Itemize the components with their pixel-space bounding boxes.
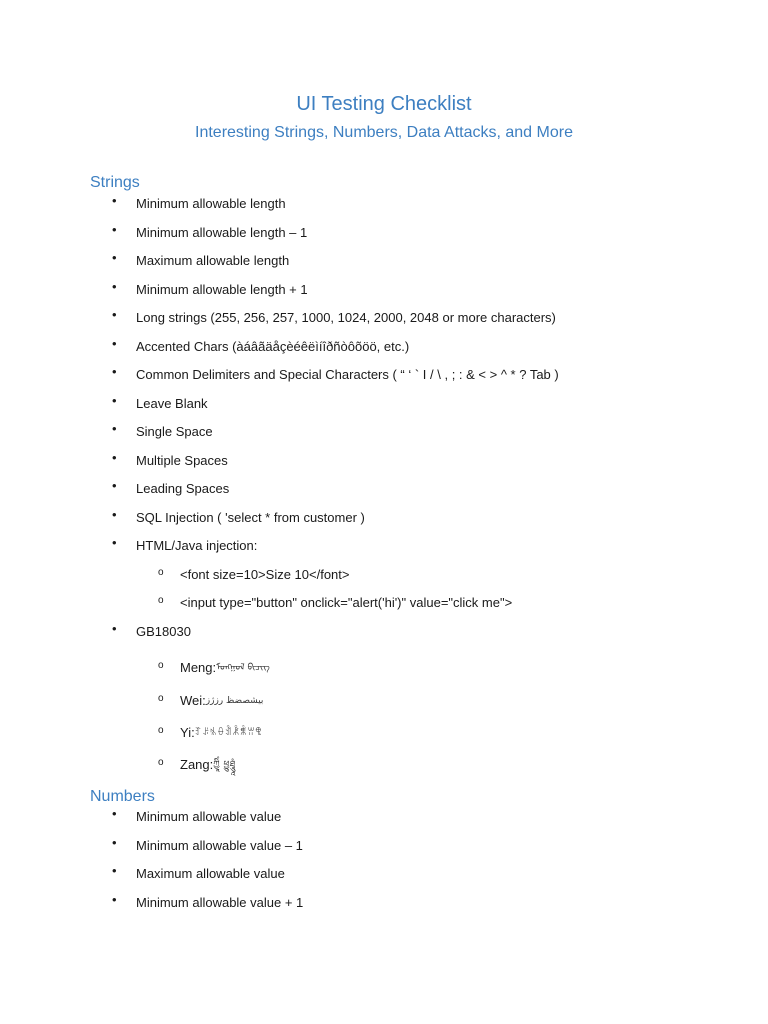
sub-bullet: o: [158, 725, 164, 736]
list-item: • SQL Injection ( 'select * from customer ): [112, 507, 365, 525]
list-item: • GB18030: [112, 621, 191, 639]
sub-bullet: o: [158, 757, 164, 768]
bullet: •: [112, 535, 117, 550]
bullet: •: [112, 364, 117, 379]
bullet: •: [112, 279, 117, 294]
list-item: • Maximum allowable value: [112, 863, 285, 881]
bullet: •: [112, 307, 117, 322]
bullet: •: [112, 478, 117, 493]
sub-list-item: o Wei:ﺑﻴﺸﺼﻀﻆ ﺭﺯﮊﺯ: [158, 692, 263, 710]
page-title: UI Testing Checklist: [296, 93, 472, 115]
script-sample: ﺑﻴﺸﺼﻀﻆ ﺭﺯﮊﺯ: [205, 696, 264, 706]
bullet: •: [112, 393, 117, 408]
section-heading-numbers: Numbers: [90, 788, 155, 805]
sub-bullet: o: [158, 660, 164, 671]
bullet: •: [112, 193, 117, 208]
list-item: • Leave Blank: [112, 393, 208, 411]
list-item: • Minimum allowable length – 1: [112, 222, 308, 240]
list-item: • HTML/Java injection:: [112, 535, 258, 553]
bullet: •: [112, 863, 117, 878]
sub-bullet: o: [158, 693, 164, 704]
sub-bullet: o: [158, 567, 164, 578]
bullet: •: [112, 421, 117, 436]
sub-list-item: o <font size=10>Size 10</font>: [158, 566, 350, 584]
list-item: • Minimum allowable value – 1: [112, 835, 303, 853]
sub-bullet: o: [158, 595, 164, 606]
sub-list-item: o Zang:ཀྱཱིཾ ཕྱུཐཱཱུཾ: [158, 756, 236, 774]
bullet: •: [112, 222, 117, 237]
section-heading-strings: Strings: [90, 174, 140, 191]
bullet: •: [112, 892, 117, 907]
list-item: • Multiple Spaces: [112, 450, 228, 468]
list-item: • Long strings (255, 256, 257, 1000, 1024, 2000, 2048 or more characters): [112, 307, 556, 325]
bullet: •: [112, 336, 117, 351]
script-sample: ꆈꌠꁱꂷꀉꂾꐨꀕꁸ: [194, 728, 263, 738]
bullet: •: [112, 835, 117, 850]
script-sample: ཀྱཱིཾ ཕྱུཐཱཱུཾ: [213, 760, 236, 770]
list-item: • Maximum allowable length: [112, 250, 290, 268]
list-item: • Leading Spaces: [112, 478, 230, 496]
sub-list-item: o Yi:ꆈꌠꁱꂷꀉꂾꐨꀕꁸ: [158, 724, 262, 742]
sub-list-item: o Meng:ᠮᠣᠩᠭᠣᠯ ᠪᠢᠴᠢᠭ᠌: [158, 659, 270, 677]
sub-list-item: o <input type="button" onclick="alert('hi')" value="click me">: [158, 594, 512, 612]
list-item: • Single Space: [112, 421, 213, 439]
list-item: • Minimum allowable value + 1: [112, 892, 304, 910]
bullet: •: [112, 250, 117, 265]
list-item: • Common Delimiters and Special Characters ( “ ‘ ` I / \ , ; : & < > ^ * ? Tab ): [112, 364, 559, 382]
bullet: •: [112, 507, 117, 522]
list-item: • Minimum allowable length: [112, 193, 286, 211]
list-item: • Accented Chars (àáâãäåçèéêëìíîðñòôõöö, etc.): [112, 336, 410, 354]
bullet: •: [112, 806, 117, 821]
page-subtitle: Interesting Strings, Numbers, Data Attacks, and More: [195, 124, 573, 141]
bullet: •: [112, 450, 117, 465]
bullet: •: [112, 621, 117, 636]
list-item: • Minimum allowable length + 1: [112, 279, 308, 297]
script-sample: ᠮᠣᠩᠭᠣᠯ ᠪᠢᠴᠢᠭ᠌: [216, 663, 270, 673]
list-item: • Minimum allowable value: [112, 806, 282, 824]
